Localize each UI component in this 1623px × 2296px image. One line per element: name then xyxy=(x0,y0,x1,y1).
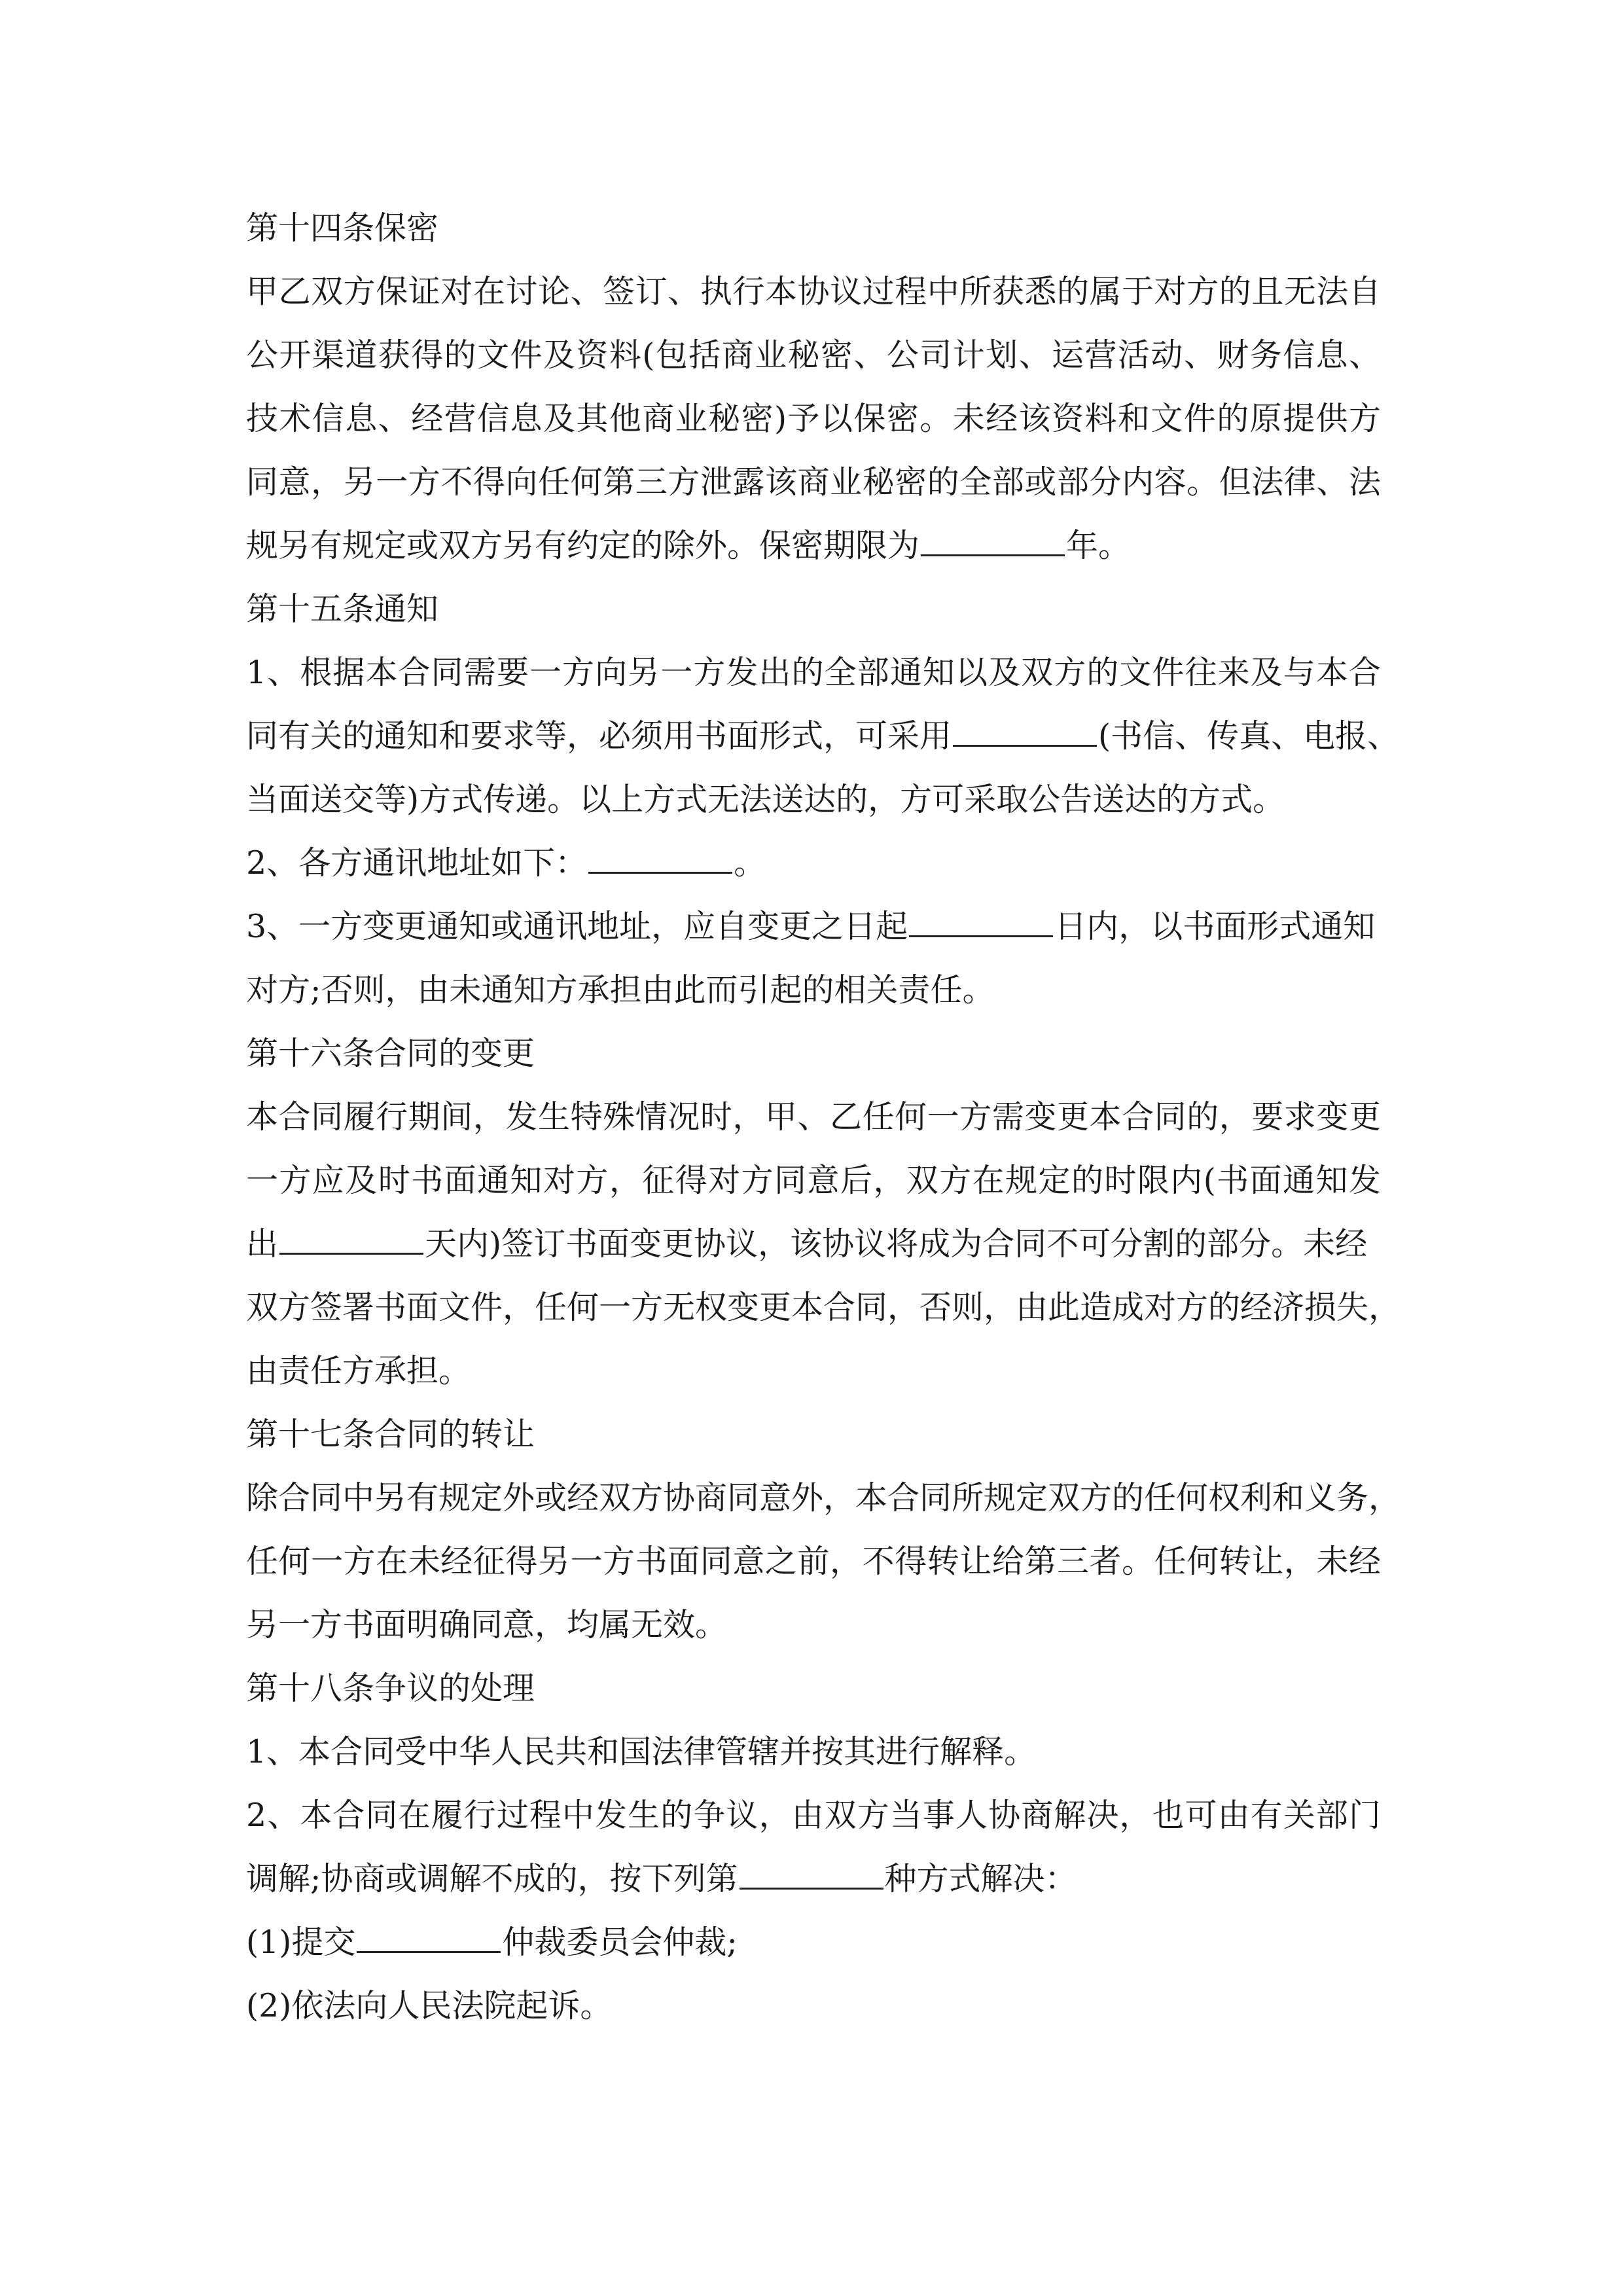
paragraph-line: 同意，另一方不得向任何第三方泄露该商业秘密的全部或部分内容。但法律、法 xyxy=(246,463,1381,501)
paragraph-line xyxy=(246,1847,1381,1910)
paragraph-line: 本合同履行期间，发生特殊情况时，甲、乙任何一方需变更本合同的，要求变更 xyxy=(246,1098,1381,1136)
paragraph-line: 任何一方在未经征得另一方书面同意之前，不得转让给第三者。任何转让，未经 xyxy=(246,1543,1381,1580)
line-text: 3、一方变更通知或通讯地址，应自变更之日起 xyxy=(246,908,908,945)
section-title-16: 第十六条合同的变更 xyxy=(246,1035,535,1072)
paragraph-line: 1、根据本合同需要一方向另一方发出的全部通知以及双方的文件往来及与本合 xyxy=(246,654,1381,691)
section-title-14: 第十四条保密 xyxy=(246,209,439,247)
paragraph-line: 另一方书面明确同意，均属无效。 xyxy=(246,1606,728,1643)
paragraph-line xyxy=(246,514,1381,577)
line-text: 仲裁委员会仲裁; xyxy=(502,1924,738,1961)
line-text: 规另有规定或双方另有约定的除外。保密期限为 xyxy=(246,527,920,564)
fill-blank-method-number[interactable] xyxy=(740,1861,883,1890)
paragraph-line: 甲乙双方保证对在讨论、签订、执行本协议过程中所获悉的属于对方的且无法自 xyxy=(246,273,1381,310)
line-text: 。 xyxy=(734,844,766,882)
paragraph-line: 1、本合同受中华人民共和国法律管辖并按其进行解释。 xyxy=(246,1733,1037,1770)
paragraph-line: 对方;否则，由未通知方承担由此而引起的相关责任。 xyxy=(246,971,995,1009)
fill-blank-change-days[interactable] xyxy=(279,1227,423,1255)
line-text: 日内，以书面形式通知 xyxy=(1054,908,1376,945)
paragraph-line: 双方签署书面文件，任何一方无权变更本合同，否则，由此造成对方的经济损失， xyxy=(246,1289,1401,1326)
fill-blank-address[interactable] xyxy=(588,846,732,874)
line-text: 出 xyxy=(246,1225,279,1263)
line-text: 年。 xyxy=(1066,527,1131,564)
paragraph-line: 技术信息、经营信息及其他商业秘密)予以保密。未经该资料和文件的原提供方 xyxy=(246,400,1381,437)
paragraph-line: (2)依法向人民法院起诉。 xyxy=(246,1987,613,2024)
line-text: 2、各方通讯地址如下： xyxy=(246,844,588,882)
paragraph-line xyxy=(246,831,1381,895)
line-text: 同有关的通知和要求等，必须用书面形式，可采用 xyxy=(246,717,952,755)
paragraph-line xyxy=(246,1910,1381,1974)
fill-blank-arbitration-commission[interactable] xyxy=(357,1925,501,1953)
paragraph-line xyxy=(246,895,1381,958)
fill-blank-notice-method[interactable] xyxy=(953,719,1097,747)
line-text: (1)提交 xyxy=(246,1924,356,1961)
section-title-15: 第十五条通知 xyxy=(246,590,439,628)
paragraph-line: 一方应及时书面通知对方，征得对方同意后，双方在规定的时限内(书面通知发 xyxy=(246,1162,1381,1199)
paragraph-line: 公开渠道获得的文件及资料(包括商业秘密、公司计划、运营活动、财务信息、 xyxy=(246,336,1381,374)
paragraph-line: 当面送交等)方式传递。以上方式无法送达的，方可采取公告送达的方式。 xyxy=(246,781,1285,818)
line-text: 调解;协商或调解不成的，按下列第 xyxy=(246,1860,738,1897)
contract-body xyxy=(246,196,1401,2037)
fill-blank-confidentiality-years[interactable] xyxy=(921,528,1065,556)
fill-blank-notice-days[interactable] xyxy=(909,909,1053,937)
section-title-17: 第十七条合同的转让 xyxy=(246,1416,535,1453)
section-title-18: 第十八条争议的处理 xyxy=(246,1670,535,1707)
paragraph-line xyxy=(246,704,1400,768)
line-text: (书信、传真、电报、 xyxy=(1098,717,1400,755)
paragraph-line: 由责任方承担。 xyxy=(246,1352,471,1390)
line-text: 种方式解决： xyxy=(884,1860,1077,1897)
paragraph-line: 除合同中另有规定外或经双方协商同意外，本合同所规定双方的任何权利和义务， xyxy=(246,1479,1401,1516)
paragraph-line xyxy=(246,1212,1381,1276)
paragraph-line: 2、本合同在履行过程中发生的争议，由双方当事人协商解决，也可由有关部门 xyxy=(246,1797,1381,1834)
line-text: 天内)签订书面变更协议，该协议将成为合同不可分割的部分。未经 xyxy=(425,1225,1368,1263)
